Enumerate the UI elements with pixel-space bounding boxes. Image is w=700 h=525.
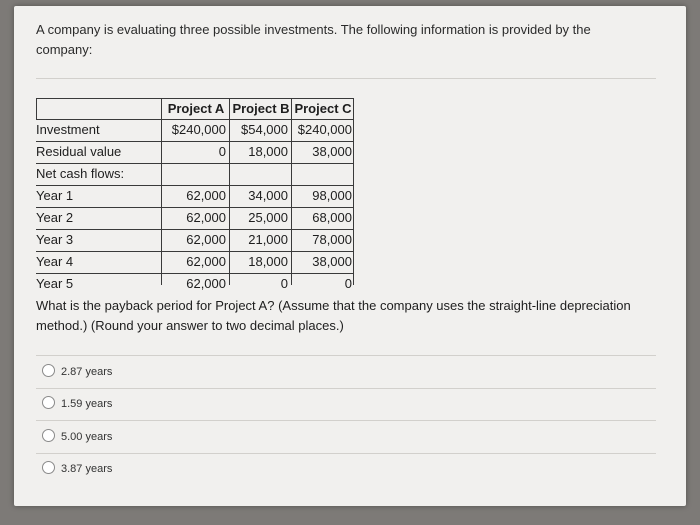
question-prompt: What is the payback period for Project A? (Assume that the company uses the straight-line depreciation method.) (Round your answer to two decimal places.)	[36, 298, 631, 333]
cell-project-b: 18,000	[248, 254, 288, 269]
radio-button-icon[interactable]	[42, 429, 55, 442]
cell-project-a: 62,000	[186, 232, 226, 247]
cell-project-c: 38,000	[312, 254, 352, 269]
row-label: Residual value	[36, 144, 122, 159]
cell-project-a: 62,000	[186, 276, 226, 291]
cell-project-a: 62,000	[186, 188, 226, 203]
row-label: Year 1	[36, 188, 74, 203]
cell-project-b: 18,000	[248, 144, 288, 159]
cell-project-c: 68,000	[312, 210, 352, 225]
answer-option[interactable]	[42, 393, 112, 415]
table-row	[36, 229, 356, 251]
row-label: Net cash flows:	[36, 166, 125, 181]
cell-project-c: $240,000	[297, 122, 352, 137]
cell-project-b: 25,000	[248, 210, 288, 225]
cell-project-a: $240,000	[171, 122, 226, 137]
divider	[36, 420, 656, 421]
cell-project-c: 0	[344, 276, 352, 291]
question-intro: A company is evaluating three possible investments. The following information is provided by the company:	[36, 22, 591, 57]
table-row	[36, 119, 356, 141]
row-label: Year 5	[36, 276, 74, 291]
table-row	[36, 185, 356, 207]
row-label: Year 4	[36, 254, 74, 269]
table-row	[36, 207, 356, 229]
cell-project-a: 62,000	[186, 210, 226, 225]
divider	[36, 78, 656, 79]
row-label: Year 2	[36, 210, 74, 225]
radio-button-icon[interactable]	[42, 461, 55, 474]
row-label: Year 3	[36, 232, 74, 247]
cell-project-c: 98,000	[312, 188, 352, 203]
option-label: 3.87 years	[61, 463, 113, 475]
cell-project-a: 62,000	[186, 254, 226, 269]
cell-project-c: 78,000	[312, 232, 352, 247]
option-label: 1.59 years	[61, 398, 113, 410]
table-row	[36, 163, 356, 185]
cell-project-b: 34,000	[248, 188, 288, 203]
answer-option[interactable]	[42, 426, 112, 448]
radio-button-icon[interactable]	[42, 396, 55, 409]
cell-project-b: 0	[280, 276, 288, 291]
divider	[36, 453, 656, 454]
table-row	[36, 273, 356, 295]
table-row	[36, 141, 356, 163]
option-label: 2.87 years	[61, 366, 113, 378]
header-project-a: Project A	[167, 101, 225, 116]
row-label: Investment	[36, 122, 100, 137]
table-header-row	[36, 98, 356, 120]
cell-project-c: 38,000	[312, 144, 352, 159]
header-project-b: Project B	[232, 101, 290, 116]
divider	[36, 388, 656, 389]
option-label: 5.00 years	[61, 431, 113, 443]
header-project-c: Project C	[294, 101, 352, 116]
cell-project-b: 21,000	[248, 232, 288, 247]
answer-option[interactable]	[42, 361, 112, 383]
radio-button-icon[interactable]	[42, 364, 55, 377]
cell-project-a: 0	[218, 144, 226, 159]
table-row	[36, 251, 356, 273]
cell-project-b: $54,000	[241, 122, 288, 137]
divider	[36, 355, 656, 356]
answer-option[interactable]	[42, 458, 112, 480]
